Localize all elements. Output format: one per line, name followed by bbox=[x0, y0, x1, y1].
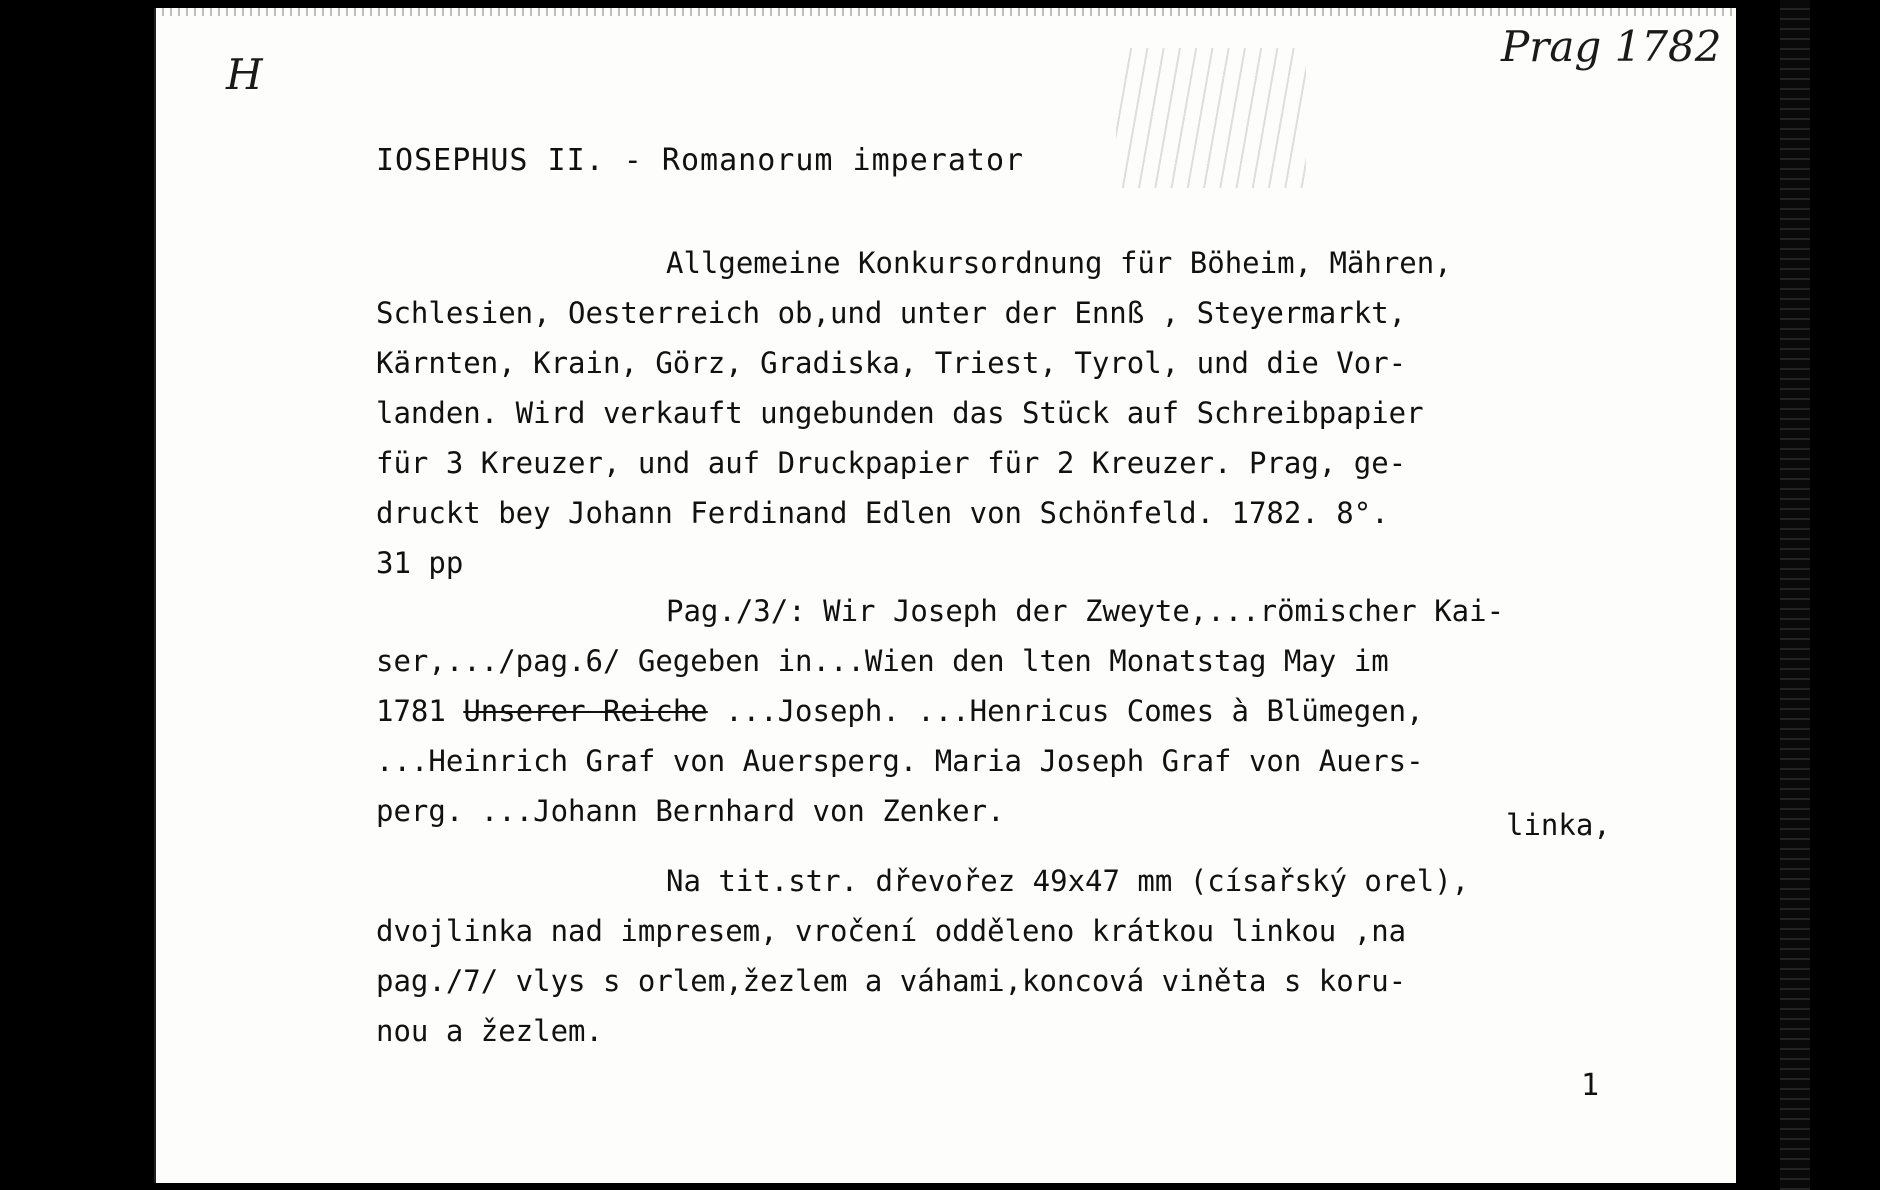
scan-edge-noise bbox=[156, 8, 1736, 16]
description-paragraph bbox=[376, 856, 1656, 1056]
scan-border bbox=[1780, 0, 1810, 1190]
title-rest: Schlesien, Oesterreich ob,und unter der Ennß , Steyermarkt, Kärnten, Krain, Görz, Gradiska, Triest, Tyrol, und die Vor- landen. Wird verkauft ungebunden das Stück auf Schreibpapier für 3 Kreuzer, und auf Druckpapier für 2 Kreuzer. Prag, ge- druckt bey Johann Ferdinand Edlen von Schönfeld. 1782. 8°. 31 pp bbox=[376, 296, 1424, 580]
content-line-1: Pag./3/: Wir Joseph der Zweyte,...römischer Kai- bbox=[666, 594, 1505, 628]
catalog-card bbox=[154, 8, 1736, 1183]
content-paragraph bbox=[376, 586, 1656, 836]
content-line-3-pre: 1781 bbox=[376, 694, 464, 728]
title-paragraph bbox=[376, 238, 1656, 588]
description-line-1: Na tit.str. dřevořez 49x47 mm (císařský orel), bbox=[666, 864, 1470, 898]
content-line-3-post: ...Joseph. ...Henricus Comes à Blümegen, bbox=[707, 694, 1424, 728]
title-line-1: Allgemeine Konkursordnung für Böheim, Mähren, bbox=[666, 246, 1452, 280]
shelf-mark: Prag 1782 bbox=[1501, 22, 1722, 71]
corner-mark: H bbox=[226, 50, 263, 99]
struck-text: Unserer Reiche bbox=[463, 694, 708, 728]
page-number: 1 bbox=[1581, 1068, 1600, 1103]
card-heading: IOSEPHUS II. - Romanorum imperator bbox=[376, 143, 1025, 178]
scan-smudge bbox=[1116, 48, 1306, 188]
description-rest: dvojlinka nad impresem, vročení odděleno krátkou linkou ,na pag./7/ vlys s orlem,žezlem a váhami,koncová viněta s koru- nou a žezlem. bbox=[376, 914, 1407, 1048]
margin-note: linka, bbox=[1506, 808, 1611, 842]
content-rest: ...Heinrich Graf von Auersperg. Maria Joseph Graf von Auers- perg. ...Johann Bernhard von Zenker. bbox=[376, 744, 1424, 828]
content-line-2: ser,.../pag.6/ Gegeben in...Wien den lten Monatstag May im bbox=[376, 644, 1389, 678]
